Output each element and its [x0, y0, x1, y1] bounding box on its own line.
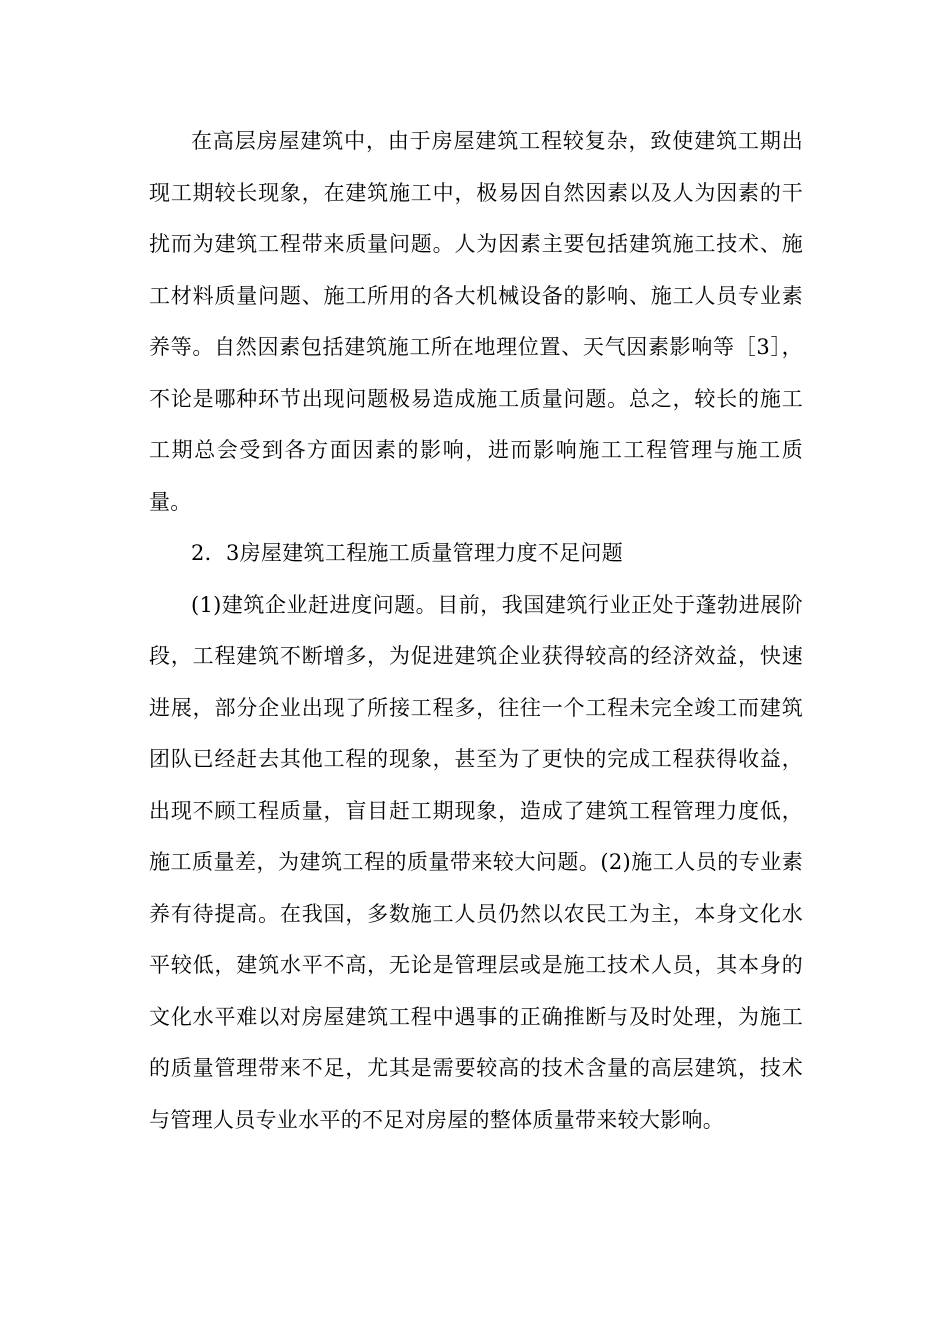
paragraph-management-issues: (1)建筑企业赶进度问题。目前，我国建筑行业正处于蓬勃进展阶段，工程建筑不断增多，为促进建筑企业获得较高的经济效益，快速进展，部分企业出现了所接工程多，往往一个工程未完全竣工而建筑团队已经赶去其他工程的现象，甚至为了更快的完成工程获得收益，出现不顾工程质量，盲目赶工期现象，造成了建筑工程管理力度低，施工质量差，为建筑工程的质量带来较大问题。(2)施工人员的专业素养有待提高。在我国，多数施工人员仍然以农民工为主，本身文化水平较低，建筑水平不高，无论是管理层或是施工技术人员，其本身的文化水平难以对房屋建筑工程中遇事的正确推断与及时处理，为施工的质量管理带来不足，尤其是需要较高的技术含量的高层建筑，技术与管理人员专业水平的不足对房屋的整体质量带来较大影响。 — [149, 592, 803, 1132]
paragraph-construction-period: 在高层房屋建筑中，由于房屋建筑工程较复杂，致使建筑工期出现工期较长现象，在建筑施工中，极易因自然因素以及人为因素的干扰而为建筑工程带来质量问题。人为因素主要包括建筑施工技术、施工材料质量问题、施工所用的各大机械设备的影响、施工人员专业素养等。自然因素包括建筑施工所在地理位置、天气因素影响等［3］，不论是哪种环节出现问题极易造成施工质量问题。总之，较长的施工工期总会受到各方面因素的影响，进而影响施工工程管理与施工质量。 — [149, 129, 803, 514]
document-body — [149, 116, 803, 1146]
section-heading: 2．3房屋建筑工程施工质量管理力度不足问题 — [191, 541, 624, 565]
